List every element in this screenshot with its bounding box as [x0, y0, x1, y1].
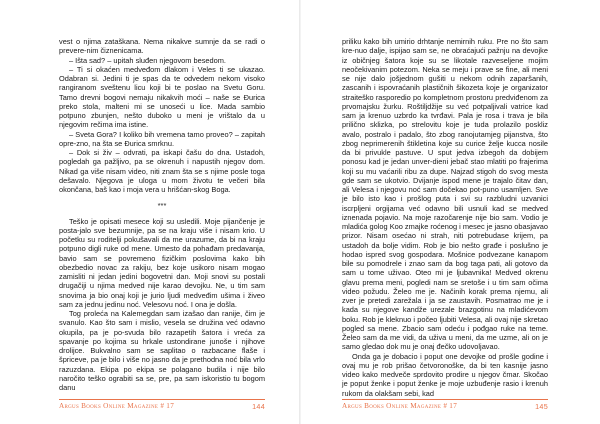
- page-number: 144: [252, 402, 265, 411]
- right-page: [300, 0, 600, 424]
- paragraph: vest o njima zataškana. Nema nikakve sumnje da se radi o prevere-nim čiznenicama.: [59, 37, 265, 56]
- paragraph: – Sveta Gora? I koliko bih vremena tamo proveo? – zapitah opre-zno, na šta se Đurica smrknu.: [59, 129, 265, 148]
- paragraph: Tog proleća na Kalemegdan sam izašao dan ranije, čim je svanulo. Kao što sam i mislio, vesela se družina već odavno okupila, pa je po-svuda bilo razapetih šatora i vreća za spavanje po kojima su hrkale ustondirane junoše i njihove drolijce. Bukvalno sam se saplitao o razbacane flaše i špriceve, pa je bilo i više no jasno da je prethodna noć bila vrlo razuzdana. Ekipa po ekipa se polagano budila i nije bilo naročito teško ograbiti sa se, pre, pa sam iskoristio tu bogom danu: [59, 309, 265, 392]
- footer-rule: [342, 399, 548, 400]
- paragraph: – Išta sad? – upitah sluđen njegovom besedom.: [69, 55, 226, 65]
- paragraph: Teško je opisati mesece koji su usledili. Moje pijančenje je posta-jalo sve bezumnije, pa se na kraju više i nisam krio. U početku su roditelji pokušavali da me urazume, da bi na kraju potpuno digli ruke od mene. Umesto da pohađam predavanja, bavio sam se povremeno fizičkim poslovima kako bih obezbedio novac za rakiju, bez koje usikoro nisam mogao zamisliti ni jedan jedini bogovetni dan. Moji snovi su postali drugačiji u njima medved nije karao devojku. Ne, u tim sam snovima ja bio onaj koji je jurio ljudi medveđim ušima i živeo sam za jednu jedinu noć. Velesovu noć. I ona je došla.: [59, 216, 265, 309]
- page-footer: [59, 402, 265, 414]
- paragraph: – Dok si živ – odvrati, pa iskapi čašu do dna. Ustadoh, pogledah ga pažljivo, pa se okrenuh i napustih njegov dom. Nikad ga više nisam video, niti znam šta se s njime posle toga dešavalo. Njegova je uloga u mom životu te večeri bila okončana, baš kao i moja vera u hrišćan-skog Boga.: [59, 148, 265, 194]
- section-break: ***: [157, 201, 167, 211]
- magazine-title: Argus Books Online Magazine # 17: [342, 402, 458, 410]
- paragraph: – Ti si okaćen medveđom dlakom i Veles ti se ukazao. Odabran si. Jedini ti je spas da te odvedem nekom visoko rangiranom sveštenu licu koji bi te poslao na Svetu Goru. Tamo drevni bogovi nemaju nikakvih moći – naše se Đurica preko stola, malteni mi se unoseći u lice. Mada sambio potpuno zbunjen, nešto duboko u meni je vrištalo da u njegovim rečima ima istine.: [59, 64, 265, 130]
- page-footer: [342, 402, 548, 414]
- footer-rule: [59, 399, 265, 400]
- left-page-text: [59, 37, 265, 392]
- magazine-title: Argus Books Online Magazine # 17: [59, 402, 175, 410]
- page-number: 145: [535, 402, 548, 411]
- right-page-text: [342, 37, 548, 398]
- paragraph: Onda ga je dobacio i poput one devojke od prošle godine i ovaj mu je rob prišao četvoronoške, da bi ten kasnije jasno video kako medveče sprdovito prodire u njegov čmar. Skočao je poput ženke i poput ženke je moje uzbuđenje rasio i krenuh rukom da olakšam sebi, kad: [342, 351, 548, 398]
- paragraph: priliku kako bih umirio drhtanje nemirnih ruku. Pre no što sam kre-nuo dalje, ispijao sam se, ne obraćajući pažnju na devojke iz običnjeg šatora koje su se likotale razveseljene mojim neočekivanim potezom. Neka se meju i prave se fine, ali meni se nije dalo jošjednom gušiti u nekom odnih zaparšanih, zascanih i ispovraćanih plastičnih šikozeta koje je organizator straiteško rasporedio po kompletnom prostoru predviđenom za prvomajsku žurku. Roštiljdžije su već potpaljivali vatrice kad sam ja krenuo uzbrdo ka tvrđavi. Pala je rosa i trava je bila prilično sklizka, po strelovitu koje je tuda prolazilo poskliz avalo, postralo i padalo, što zbog ranojutamjeg pijanstva, što zbog neprimerenih štikletina koje su curice želje kucca nosile da bi privukle pastuve. U sput jedva izbegoh da dobijem ponosu kad je jedan unver-dieni jebač stao mlatiti po frajerima koji su mu vaćarili ribu za dupe. Najzad stigoh do svog mesta gde sam se ukotvio. Dvijanje ispod mene je trajalo čitav dan, ali Velesa i njegovu noć sam dočekao pot-puno usamljen. Sve je bilo isto kao i prošlog puta i svi su razbludni uzvanici iscrpljeni orgijama već odavno bili usnuli kad se medved iznenada pojavio. Na moje razočarenje nije bio sam. Vodio je mladića golog Koo zmajke roćenog i mesec je jasno obasjavao prizor. Nisam osećao ni strah, niti potrebudase krijem, pa ustadoh da bolje vidim. Rob je bio nešto građe i poslušno je hodao ispred svog gospodara. Mošnice podvezane kanapom bile su pomodrele i znao sam da bog taga pati, ali gotovo da sam u tome uživao. Oteo mi je ljubavnika! Medved okrenu glavu prema meni, pogledi nam se sretoše i u tim sam očima video požudu. Želeo me je. Načinih korak prema njemu, ali zver je pretedi zarežala i ja se zaustavih. Posmatrao me je i kada su njegove kandže urezale brazgotinu na mladićevom boku. Rob je kleknuo i počeo ljubiti Velesa, ali ovaj nije skretao pogled sa mene. Zbacio sam odeću i pođgao ruke na teme. Želeo sam da me vidi, da uživa u meni, da me uzme, ali on je samo gledao dok mu je onaj đečko udovoljavao.: [342, 37, 548, 352]
